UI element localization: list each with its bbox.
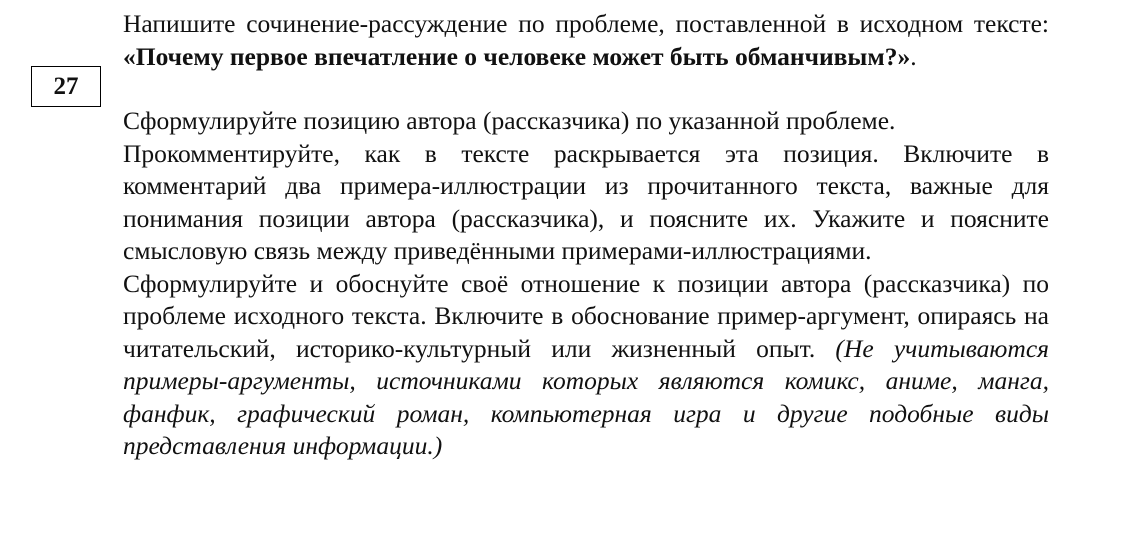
prompt-lead: Напишите сочинение-рассуждение по проблеме, поставленной в исходном тексте: bbox=[123, 9, 1049, 38]
exclusion-note: (Не учитываются примеры-аргументы, источниками которых являются комикс, аниме, манга, фанфик, графический роман, компьютерная игра и другие подобные виды представления информации.) bbox=[123, 333, 1049, 460]
requirement-1: Сформулируйте позицию автора (рассказчика) по указанной проблеме. bbox=[123, 106, 896, 135]
task-number-box bbox=[31, 66, 101, 107]
prompt-end: . bbox=[910, 41, 917, 71]
requirement-2: Прокомментируйте, как в тексте раскрывается эта позиция. Включите в комментарий два примера-иллюстрации из прочитанного текста, важные для понимания позиции автора (рассказчика), и поясните их. Укажите и поясните смысловую связь между приведёнными примерами-иллюстрациями. bbox=[123, 138, 1049, 265]
task-body bbox=[123, 8, 1049, 463]
requirement-3 bbox=[123, 268, 1049, 463]
task-prompt bbox=[123, 8, 1049, 73]
requirement-3-text: Сформулируйте и обоснуйте своё отношение к позиции автора (рассказчика) по проблеме исходного текста. Включите в обоснование пример-аргумент, опираясь на читательский, историко-культурный или жизненный опыт. bbox=[123, 268, 1049, 363]
task-number: 27 bbox=[53, 72, 79, 100]
problem-question: «Почему первое впечатление о человеке может быть обманчивым?» bbox=[123, 41, 911, 71]
